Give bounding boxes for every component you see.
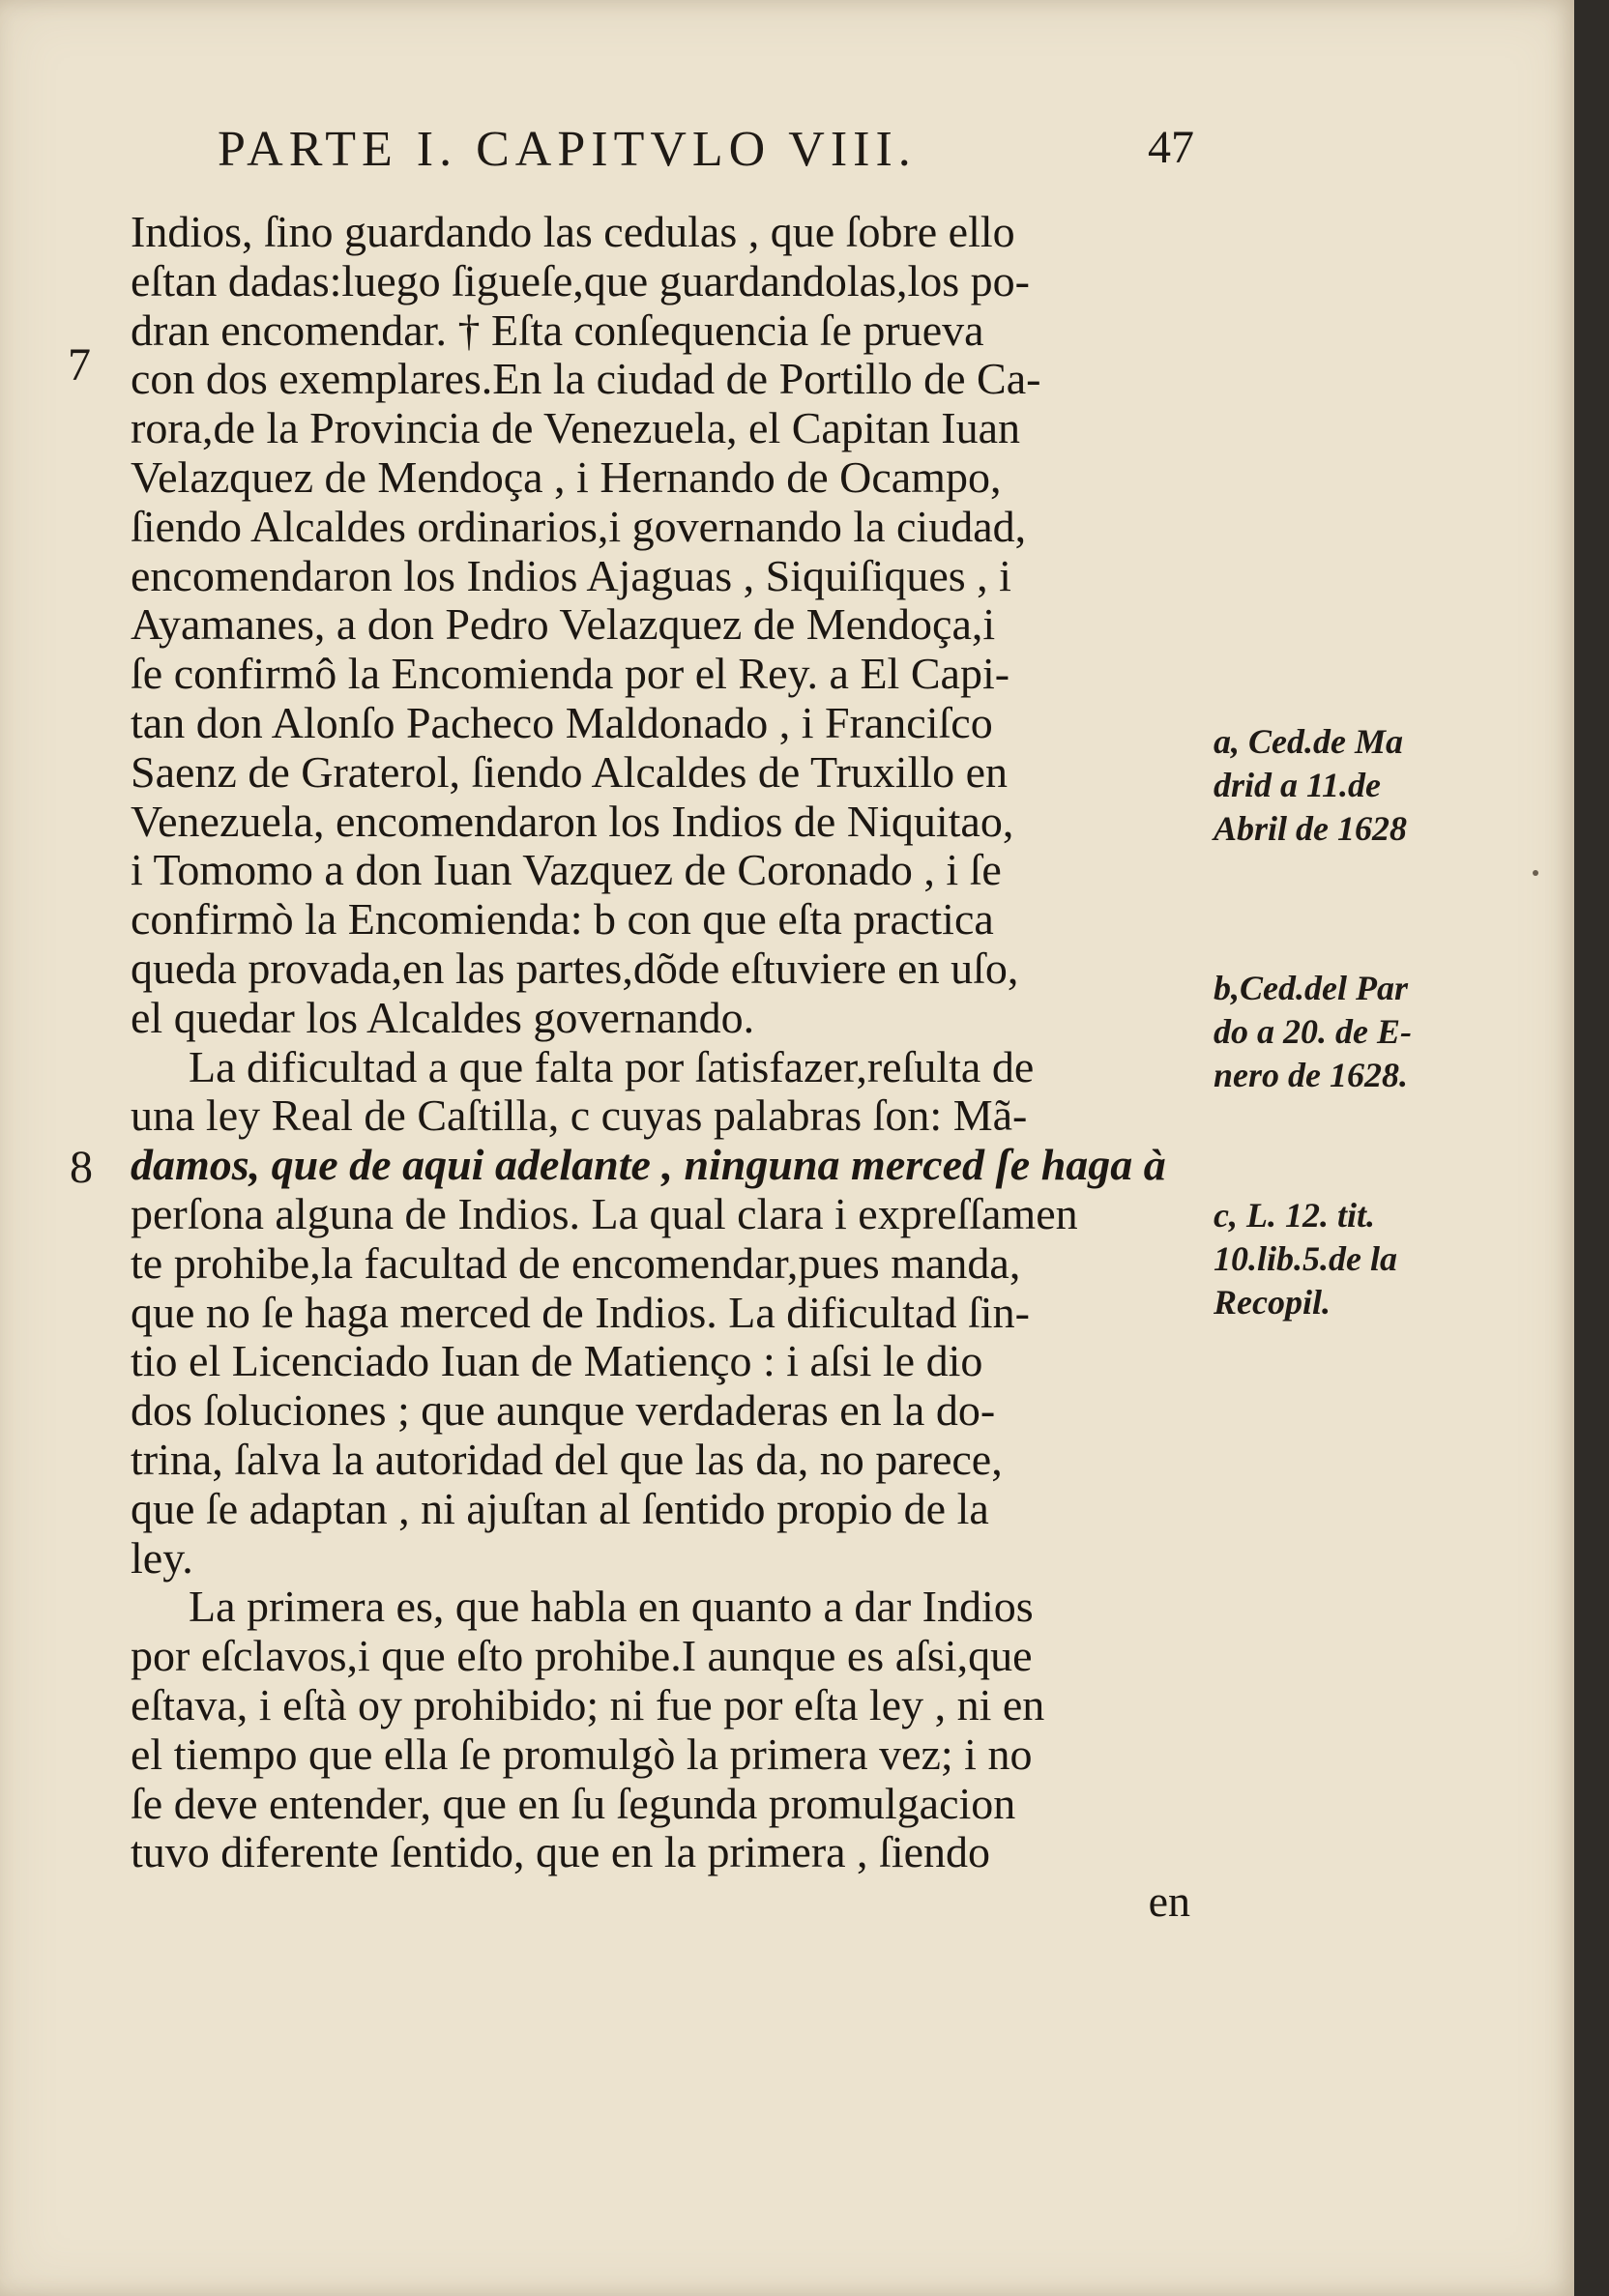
- text-line: el tiempo que ella ſe promulgò la primera vez; i no: [131, 1729, 1033, 1779]
- note-line: b,Ced.del Par: [1214, 969, 1408, 1007]
- running-title: PARTE I. CAPITVLO VIII.: [218, 122, 917, 177]
- margin-note-a: [1214, 720, 1494, 851]
- margin-note-c: [1214, 1194, 1494, 1324]
- note-line: do a 20. de E-: [1214, 1012, 1412, 1051]
- text-line: encomendaron los Indios Ajaguas , Siquiſiques , i: [131, 551, 1011, 600]
- text-line: eſtava, i eſtà oy prohibido; ni fue por eſta ley , ni en: [131, 1680, 1045, 1729]
- text-line: queda provada,en las partes,dõde eſtuviere en uſo,: [131, 944, 1019, 993]
- text-line: ſiendo Alcaldes ordinarios,i governando la ciudad,: [131, 502, 1027, 551]
- page-number: 47: [1148, 122, 1194, 173]
- text-line: Saenz de Graterol, ſiendo Alcaldes de Truxillo en: [131, 747, 1009, 797]
- text-line: Indios, ſino guardando las cedulas , que ſobre ello: [131, 208, 1015, 256]
- note-line: Abril de 1628: [1214, 809, 1408, 848]
- note-line: c, L. 12. tit.: [1214, 1196, 1375, 1235]
- text-line: trina, ſalva la autoridad del que las da, no parece,: [131, 1435, 1003, 1484]
- text-line: dos ſoluciones ; que aunque verdaderas en la do-: [131, 1386, 996, 1436]
- text-line: tan don Alonſo Pacheco Maldonado , i Franciſco: [131, 698, 993, 747]
- margin-number-8: 8: [70, 1142, 93, 1193]
- text-line: que ſe adaptan , ni ajuſtan al ſentido propio de la: [131, 1484, 989, 1533]
- paper-speck: [1533, 870, 1538, 876]
- text-line: Venezuela, encomendaron los Indios de Niquitao,: [131, 797, 1014, 846]
- text-line: ley.: [131, 1533, 193, 1583]
- note-line: a, Ced.de Ma: [1214, 722, 1403, 761]
- body-text: [131, 208, 1194, 1927]
- text-line: perſona alguna de Indios. La qual clara i expreſſamen: [131, 1189, 1078, 1238]
- text-line: eſtan dadas:luego ſigueſe,que guardandolas,los po-: [131, 256, 1030, 305]
- text-line: tio el Licenciado Iuan de Matienço : i aſsi le dio: [131, 1337, 983, 1386]
- note-line: Recopil.: [1214, 1283, 1331, 1322]
- page-header: [218, 121, 1194, 189]
- note-line: drid a 11.de: [1214, 766, 1382, 804]
- text-line: ſe confirmô la Encomienda por el Rey. a El Capi-: [131, 650, 1010, 699]
- page-edge-shadow: [1574, 0, 1609, 2296]
- margin-number-7: 7: [68, 339, 91, 391]
- text-line: La primera es, que habla en quanto a dar Indios: [189, 1583, 1034, 1632]
- text-line: damos, que de aqui adelante , ninguna merced ſe haga à: [131, 1141, 1166, 1190]
- note-line: 10.lib.5.de la: [1214, 1239, 1397, 1278]
- text-line: con dos exemplares.En la ciudad de Portillo de Ca-: [131, 355, 1041, 404]
- text-line: ſe deve entender, que en ſu ſegunda promulgacion: [131, 1779, 1016, 1828]
- text-line: te prohibe,la facultad de encomendar,pues manda,: [131, 1238, 1021, 1288]
- catchword: en: [1148, 1877, 1190, 1927]
- text-line: La dificultad a que falta por ſatisfazer,reſulta de: [189, 1042, 1035, 1091]
- text-line: el quedar los Alcaldes governando.: [131, 993, 755, 1042]
- text-line: una ley Real de Caſtilla, c cuyas palabras ſon: Mã-: [131, 1091, 1028, 1141]
- text-line: i Tomomo a don Iuan Vazquez de Coronado , i ſe: [131, 846, 1002, 895]
- text-line: Velazquez de Mendoça , i Hernando de Ocampo,: [131, 452, 1002, 502]
- note-line: nero de 1628.: [1214, 1056, 1408, 1094]
- margin-note-b: [1214, 967, 1494, 1097]
- text-line: rora,de la Provincia de Venezuela, el Capitan Iuan: [131, 404, 1021, 453]
- text-line: que no ſe haga merced de Indios. La dificultad ſin-: [131, 1288, 1030, 1337]
- text-line: confirmò la Encomienda: b con que eſta practica: [131, 895, 994, 945]
- text-line: tuvo diferente ſentido, que en la primera , ſiendo: [131, 1828, 991, 1877]
- text-line: dran encomendar. † Eſta conſequencia ſe prueva: [131, 305, 984, 355]
- text-line: por eſclavos,i que eſto prohibe.I aunque es aſsi,que: [131, 1632, 1033, 1681]
- text-line: Ayamanes, a don Pedro Velazquez de Mendoça,i: [131, 600, 996, 650]
